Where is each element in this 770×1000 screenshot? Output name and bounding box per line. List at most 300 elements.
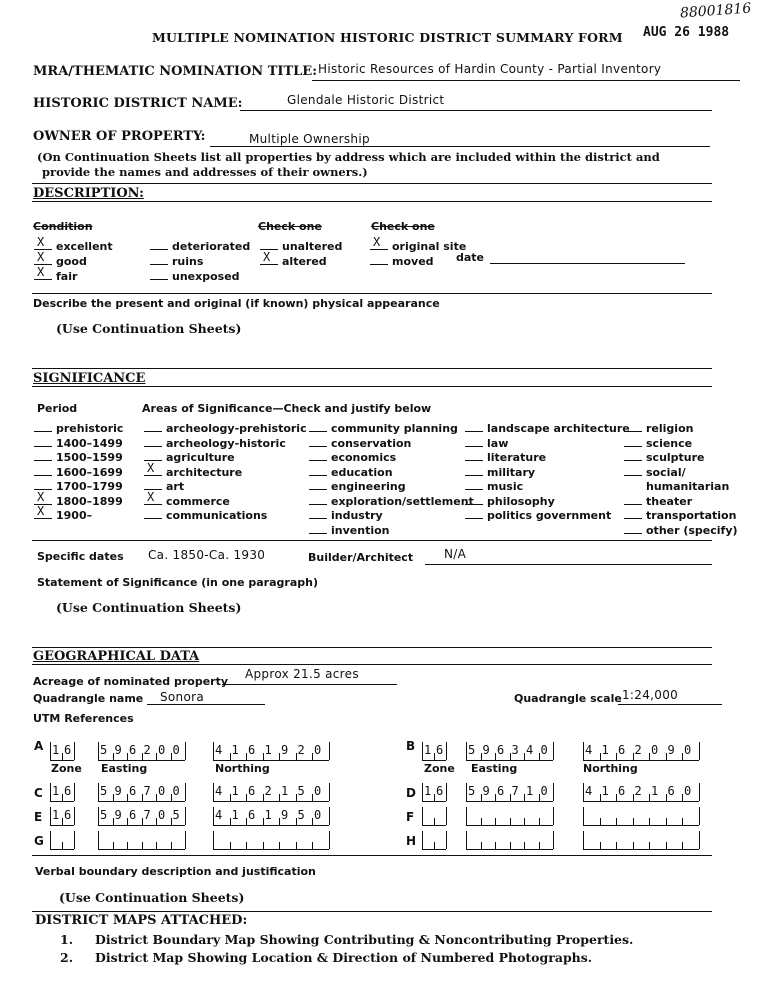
checklist-label: military: [487, 465, 536, 479]
checkbox-blank[interactable]: [144, 423, 162, 432]
checkbox-blank[interactable]: [150, 256, 168, 265]
checklist-label: art: [166, 480, 185, 493]
checklist-item: [144, 504, 307, 522]
geo-rule: [32, 664, 712, 665]
checkbox-blank[interactable]: [34, 467, 52, 476]
utm-label: UTM References: [33, 712, 134, 725]
acreage-label: Acreage of nominated property: [33, 675, 229, 688]
check-mark: X: [147, 460, 155, 475]
check-mark: X: [37, 489, 45, 504]
utm-digit: 6: [248, 808, 256, 822]
checklist-item: [309, 446, 474, 464]
checkbox-blank[interactable]: [624, 452, 642, 461]
utm-digit: 2: [634, 743, 642, 757]
description-rule: [32, 201, 712, 202]
checklist-item: [34, 446, 123, 464]
utm-row-letter: F: [406, 810, 415, 824]
utm-digit: 6: [248, 743, 256, 757]
owner-note-line2: provide the names and addresses of their owners.): [42, 165, 368, 179]
utm-northing-field[interactable]: [583, 830, 699, 850]
utm-digit: 5: [468, 743, 476, 757]
acreage-underline: [222, 684, 397, 685]
checklist-item: [624, 432, 738, 450]
northing-label-left: Northing: [215, 762, 270, 775]
checklist-label: literature: [487, 451, 547, 464]
checkbox-blank[interactable]: [34, 504, 52, 519]
utm-digit: 1: [651, 784, 659, 798]
checklist-item: [309, 519, 474, 537]
checklist-label: community planning: [331, 422, 458, 435]
utm-digit: 5: [100, 784, 108, 798]
utm-digit: 1: [281, 784, 289, 798]
utm-easting-field[interactable]: [466, 806, 553, 826]
verbal-value: (Use Continuation Sheets): [59, 890, 245, 905]
verbal-label: Verbal boundary description and justification: [35, 865, 316, 878]
checkbox-blank[interactable]: [624, 467, 642, 476]
owner-section-rule: [32, 183, 712, 184]
checklist-label: transportation: [646, 509, 737, 522]
utm-digit: 2: [634, 784, 642, 798]
checklist-label: good: [56, 255, 87, 268]
utm-digit: 1: [264, 808, 272, 822]
mra-title-underline: [312, 80, 740, 81]
utm-digit: 5: [468, 784, 476, 798]
utm-digit: 6: [497, 784, 505, 798]
maps-heading: DISTRICT MAPS ATTACHED:: [35, 913, 248, 928]
utm-digit: 6: [618, 784, 626, 798]
utm-digit: 9: [482, 784, 490, 798]
areas-list-3: [465, 417, 630, 522]
maps-item-1-num: 1.: [60, 932, 74, 947]
checklist-label: unaltered: [282, 240, 343, 253]
checkbox-blank[interactable]: [34, 423, 52, 432]
checklist-item: [465, 504, 630, 522]
site-list: [370, 235, 467, 268]
specific-dates-value: Ca. 1850-Ca. 1930: [148, 548, 266, 562]
significance-top-rule: [32, 368, 712, 369]
utm-digit: 1: [231, 743, 239, 757]
utm-digit: 5: [297, 808, 305, 822]
district-name-underline: [240, 110, 712, 111]
maps-rule: [32, 911, 712, 912]
checklist-item: [624, 446, 738, 464]
significance-heading: SIGNIFICANCE: [33, 371, 146, 386]
checkbox-blank[interactable]: [465, 423, 483, 432]
utm-digit: 9: [482, 743, 490, 757]
utm-digit: 6: [129, 808, 137, 822]
checklist-label: 1700–1799: [56, 480, 123, 493]
checklist-item: [144, 489, 307, 508]
utm-digit: 0: [540, 743, 548, 757]
checklist-label: fair: [56, 270, 78, 283]
utm-digit: 0: [158, 784, 166, 798]
significance-rule: [32, 386, 712, 387]
condition-list-1: [34, 235, 113, 283]
utm-digit: 1: [52, 784, 60, 798]
checkbox-blank[interactable]: [309, 496, 327, 505]
checklist-label: communications: [166, 509, 268, 522]
utm-digit: 6: [64, 743, 72, 757]
checklist-label: 1400–1499: [56, 436, 123, 450]
checklist-label: landscape architecture: [487, 422, 630, 435]
checklist-item: [34, 461, 123, 479]
utm-digit: 0: [651, 743, 659, 757]
utm-digit: 2: [143, 743, 151, 757]
checklist-label: archeology-prehistoric: [166, 422, 307, 435]
checklist-label: commerce: [166, 494, 230, 508]
district-name-label: HISTORIC DISTRICT NAME:: [33, 96, 243, 111]
utm-digit: 2: [264, 784, 272, 798]
utm-digit: 9: [667, 743, 675, 757]
utm-zone-field[interactable]: [50, 830, 74, 850]
checklist-label: conservation: [331, 436, 412, 450]
utm-digit: 1: [424, 784, 432, 798]
date-underline: [490, 263, 685, 264]
areas-list-4: [624, 417, 738, 537]
check-one-label-2: Check one: [371, 220, 435, 233]
utm-digit: 9: [114, 743, 122, 757]
utm-zone-field[interactable]: [422, 806, 446, 826]
utm-digit: 6: [64, 784, 72, 798]
checkbox-blank[interactable]: [144, 489, 162, 505]
maps-item-2-num: 2.: [60, 950, 74, 965]
checklist-label: prehistoric: [56, 422, 124, 435]
checkbox-blank[interactable]: [150, 241, 168, 250]
checkbox-blank[interactable]: [34, 235, 52, 250]
checklist-label: sculpture: [646, 451, 705, 464]
checkbox-blank[interactable]: [465, 438, 483, 447]
checklist-item: [624, 519, 738, 537]
checkbox-blank[interactable]: [309, 481, 327, 490]
checklist-label: 1500–1599: [56, 451, 123, 464]
check-mark: X: [263, 250, 271, 264]
utm-digit: 6: [618, 743, 626, 757]
utm-digit: 1: [231, 808, 239, 822]
checklist-item: [624, 504, 738, 522]
checklist-item: [465, 490, 630, 508]
checklist-label: invention: [331, 523, 390, 537]
checkbox-blank[interactable]: [465, 481, 483, 490]
utm-digit: 5: [100, 808, 108, 822]
condition-label: Condition: [33, 220, 93, 233]
utm-easting-field[interactable]: [98, 830, 185, 850]
checkbox-blank[interactable]: [309, 452, 327, 461]
checklist-label: agriculture: [166, 451, 235, 464]
checkbox-blank[interactable]: [624, 438, 642, 447]
check-mark: X: [37, 250, 45, 264]
checkbox-blank[interactable]: [370, 235, 388, 250]
utm-digit: 1: [601, 743, 609, 757]
utm-digit: 1: [52, 808, 60, 822]
checkbox-blank[interactable]: [144, 438, 162, 447]
utm-digit: 6: [436, 784, 444, 798]
utm-row-letter: G: [34, 834, 44, 848]
utm-row-letter: A: [34, 739, 44, 753]
owner-label: OWNER OF PROPERTY:: [33, 129, 206, 144]
utm-digit: 4: [585, 743, 593, 757]
mra-title-label: MRA/THEMATIC NOMINATION TITLE:: [33, 64, 317, 79]
utm-northing-field[interactable]: [213, 806, 329, 826]
areas-list-1: [144, 417, 307, 522]
utm-northing-field[interactable]: [583, 806, 699, 826]
checkbox-blank[interactable]: [370, 256, 388, 265]
checkbox-blank[interactable]: [34, 250, 52, 265]
builder-underline: [425, 564, 712, 565]
checklist-label: 1900–: [56, 509, 93, 522]
checkbox-blank[interactable]: [260, 241, 278, 250]
utm-digit: 0: [158, 808, 166, 822]
stamp-date: AUG 26 1988: [643, 25, 730, 40]
utm-digit: 4: [215, 784, 223, 798]
appearance-value: (Use Continuation Sheets): [56, 321, 242, 336]
utm-easting-field[interactable]: [98, 806, 185, 826]
utm-digit: 7: [143, 784, 151, 798]
quad-scale-underline: [618, 704, 722, 705]
check-one-label-1: Check one: [258, 220, 322, 233]
checkbox-blank[interactable]: [34, 265, 52, 280]
checklist-label: engineering: [331, 480, 406, 493]
quad-scale-label: Quadrangle scale: [514, 692, 622, 705]
utm-digit: 4: [585, 784, 593, 798]
utm-zone-field[interactable]: [50, 741, 74, 761]
quad-name-value: Sonora: [160, 690, 204, 704]
checklist-item: [309, 461, 474, 479]
utm-digit: 5: [297, 784, 305, 798]
checklist-item: [150, 235, 251, 253]
geo-top-rule: [32, 647, 712, 648]
checklist-item: [34, 432, 123, 450]
utm-digit: 9: [114, 808, 122, 822]
checklist-item: [309, 490, 474, 508]
alteration-list: [260, 235, 343, 268]
utm-digit: 5: [172, 808, 180, 822]
utm-digit: 1: [424, 743, 432, 757]
utm-digit: 9: [281, 743, 289, 757]
checklist-label: music: [487, 480, 524, 493]
utm-easting-field[interactable]: [98, 782, 185, 802]
check-mark: X: [37, 235, 45, 249]
checkbox-blank[interactable]: [309, 423, 327, 432]
utm-row-letter: H: [406, 834, 417, 848]
utm-digit: 0: [314, 808, 322, 822]
utm-digit: 0: [158, 743, 166, 757]
checklist-label: humanitarian: [646, 480, 730, 493]
utm-zone-field[interactable]: [422, 830, 446, 850]
quad-name-label: Quadrangle name: [33, 692, 144, 705]
utm-northing-field[interactable]: [213, 830, 329, 850]
checklist-item: [465, 417, 630, 435]
checklist-label: law: [487, 436, 509, 450]
specific-dates-label: Specific dates: [37, 550, 124, 563]
checkbox-blank[interactable]: [309, 467, 327, 476]
utm-zone-field[interactable]: [422, 741, 446, 761]
quad-scale-value: 1:24,000: [622, 688, 679, 702]
utm-digit: 4: [215, 808, 223, 822]
checkbox-blank[interactable]: [465, 510, 483, 519]
checkbox-blank[interactable]: [624, 423, 642, 432]
checkbox-blank[interactable]: [624, 510, 642, 519]
easting-label-right: Easting: [471, 762, 518, 775]
owner-value: Multiple Ownership: [249, 132, 370, 146]
utm-easting-field[interactable]: [98, 741, 185, 761]
utm-digit: 1: [601, 784, 609, 798]
checklist-label: altered: [282, 255, 327, 268]
utm-northing-field[interactable]: [583, 782, 699, 802]
checklist-item: [144, 460, 307, 479]
utm-zone-field[interactable]: [50, 782, 74, 802]
utm-row-letter: E: [34, 810, 43, 824]
owner-underline: [210, 146, 710, 147]
statement-value: (Use Continuation Sheets): [56, 600, 242, 615]
condition-list-2: [150, 235, 251, 283]
utm-zone-field[interactable]: [422, 782, 446, 802]
checklist-label: education: [331, 465, 393, 479]
checklist-item: [34, 489, 123, 508]
checklist-label: science: [646, 436, 693, 450]
areas-rule: [32, 540, 712, 541]
checkbox-blank[interactable]: [309, 510, 327, 519]
utm-digit: 0: [314, 784, 322, 798]
checklist-item: [309, 417, 474, 435]
utm-digit: 6: [497, 743, 505, 757]
checkbox-blank[interactable]: [465, 452, 483, 461]
checklist-item: [624, 417, 738, 435]
checklist-label: 1800–1899: [56, 494, 123, 508]
utm-digit: 1: [264, 743, 272, 757]
utm-digit: 9: [281, 808, 289, 822]
utm-digit: 5: [100, 743, 108, 757]
checkbox-blank[interactable]: [309, 525, 327, 534]
check-mark: X: [373, 235, 381, 249]
checklist-label: religion: [646, 422, 694, 435]
areas-label: Areas of Significance—Check and justify below: [142, 402, 432, 415]
checkbox-blank[interactable]: [624, 496, 642, 505]
utm-row-letter: C: [34, 786, 43, 800]
condition-rule: [32, 293, 712, 294]
utm-digit: 7: [143, 808, 151, 822]
utm-digit: 9: [114, 784, 122, 798]
utm-digit: 0: [172, 784, 180, 798]
utm-digit: 0: [540, 784, 548, 798]
utm-digit: 0: [314, 743, 322, 757]
zone-label-right: Zone: [424, 762, 455, 775]
checkbox-blank[interactable]: [150, 271, 168, 280]
easting-label-left: Easting: [101, 762, 148, 775]
utm-digit: 1: [52, 743, 60, 757]
checklist-label: social/: [646, 465, 686, 479]
description-heading: DESCRIPTION:: [33, 186, 144, 201]
checklist-label: 1600–1699: [56, 465, 123, 479]
owner-note-line1: (On Continuation Sheets list all properties by address which are included within the district and: [37, 150, 660, 164]
checkbox-blank[interactable]: [465, 467, 483, 476]
utm-digit: 0: [172, 743, 180, 757]
utm-easting-field[interactable]: [466, 741, 553, 761]
checklist-label: economics: [331, 451, 397, 464]
checklist-item: [150, 265, 250, 283]
checklist-label: unexposed: [172, 270, 240, 283]
checklist-item: [309, 475, 474, 493]
areas-list-2: [309, 417, 474, 537]
checklist-label: original site: [392, 240, 467, 253]
acreage-value: Approx 21.5 acres: [245, 667, 359, 681]
checklist-label: philosophy: [487, 494, 555, 508]
utm-digit: 0: [684, 743, 692, 757]
utm-digit: 7: [511, 784, 519, 798]
checklist-item: [34, 475, 123, 493]
check-mark: X: [37, 265, 45, 279]
checklist-item: [34, 265, 113, 283]
checklist-label: architecture: [166, 465, 243, 479]
builder-label: Builder/Architect: [308, 551, 414, 564]
checklist-item: [34, 417, 124, 435]
checkbox-blank[interactable]: [34, 452, 52, 461]
utm-digit: 4: [526, 743, 534, 757]
utm-northing-field[interactable]: [213, 741, 329, 761]
northing-label-right: Northing: [583, 762, 638, 775]
checkbox-blank[interactable]: [144, 460, 162, 476]
utm-northing-field[interactable]: [583, 741, 699, 761]
utm-digit: 1: [231, 784, 239, 798]
checklist-item: [260, 235, 343, 253]
checklist-item: [465, 475, 630, 493]
utm-digit: 4: [215, 743, 223, 757]
quad-name-underline: [147, 704, 265, 705]
checklist-item: [34, 235, 113, 253]
checklist-label: deteriorated: [172, 240, 251, 253]
checklist-label: archeology-historic: [166, 436, 286, 450]
utm-digit: 3: [511, 743, 519, 757]
checklist-item: [465, 461, 630, 479]
geo-heading: GEOGRAPHICAL DATA: [33, 649, 200, 664]
utm-digit: 6: [667, 784, 675, 798]
checklist-label: politics government: [487, 509, 612, 522]
utm-digit: 6: [64, 808, 72, 822]
checklist-item: [370, 235, 467, 253]
mra-title-value: Historic Resources of Hardin County - Partial Inventory: [318, 62, 662, 76]
checklist-item: [144, 432, 307, 450]
utm-digit: 6: [436, 743, 444, 757]
checkbox-blank[interactable]: [260, 250, 278, 265]
utm-row-letter: D: [406, 786, 416, 800]
utm-northing-field[interactable]: [213, 782, 329, 802]
utm-row-letter: B: [406, 739, 416, 753]
checklist-item: [144, 417, 307, 435]
builder-value: N/A: [444, 547, 467, 561]
checkbox-blank[interactable]: [624, 525, 642, 534]
checkbox-blank[interactable]: [144, 510, 162, 519]
utm-rule: [32, 855, 712, 856]
zone-label-left: Zone: [51, 762, 82, 775]
checklist-item: [624, 475, 738, 493]
utm-digit: 6: [129, 784, 137, 798]
utm-digit: 6: [248, 784, 256, 798]
utm-easting-field[interactable]: [466, 782, 553, 802]
checklist-label: excellent: [56, 240, 113, 253]
appearance-label: Describe the present and original (if known) physical appearance: [33, 297, 440, 310]
checklist-item: [465, 446, 630, 464]
checklist-label: moved: [392, 255, 434, 268]
utm-zone-field[interactable]: [50, 806, 74, 826]
checkbox-blank[interactable]: [309, 438, 327, 447]
check-mark: X: [37, 504, 45, 518]
checklist-item: [624, 461, 738, 479]
statement-label: Statement of Significance (in one paragraph): [37, 576, 318, 589]
utm-easting-field[interactable]: [466, 830, 553, 850]
checklist-label: ruins: [172, 255, 204, 268]
checkbox-blank[interactable]: [34, 438, 52, 447]
checkbox-blank[interactable]: [465, 496, 483, 505]
utm-digit: 6: [129, 743, 137, 757]
